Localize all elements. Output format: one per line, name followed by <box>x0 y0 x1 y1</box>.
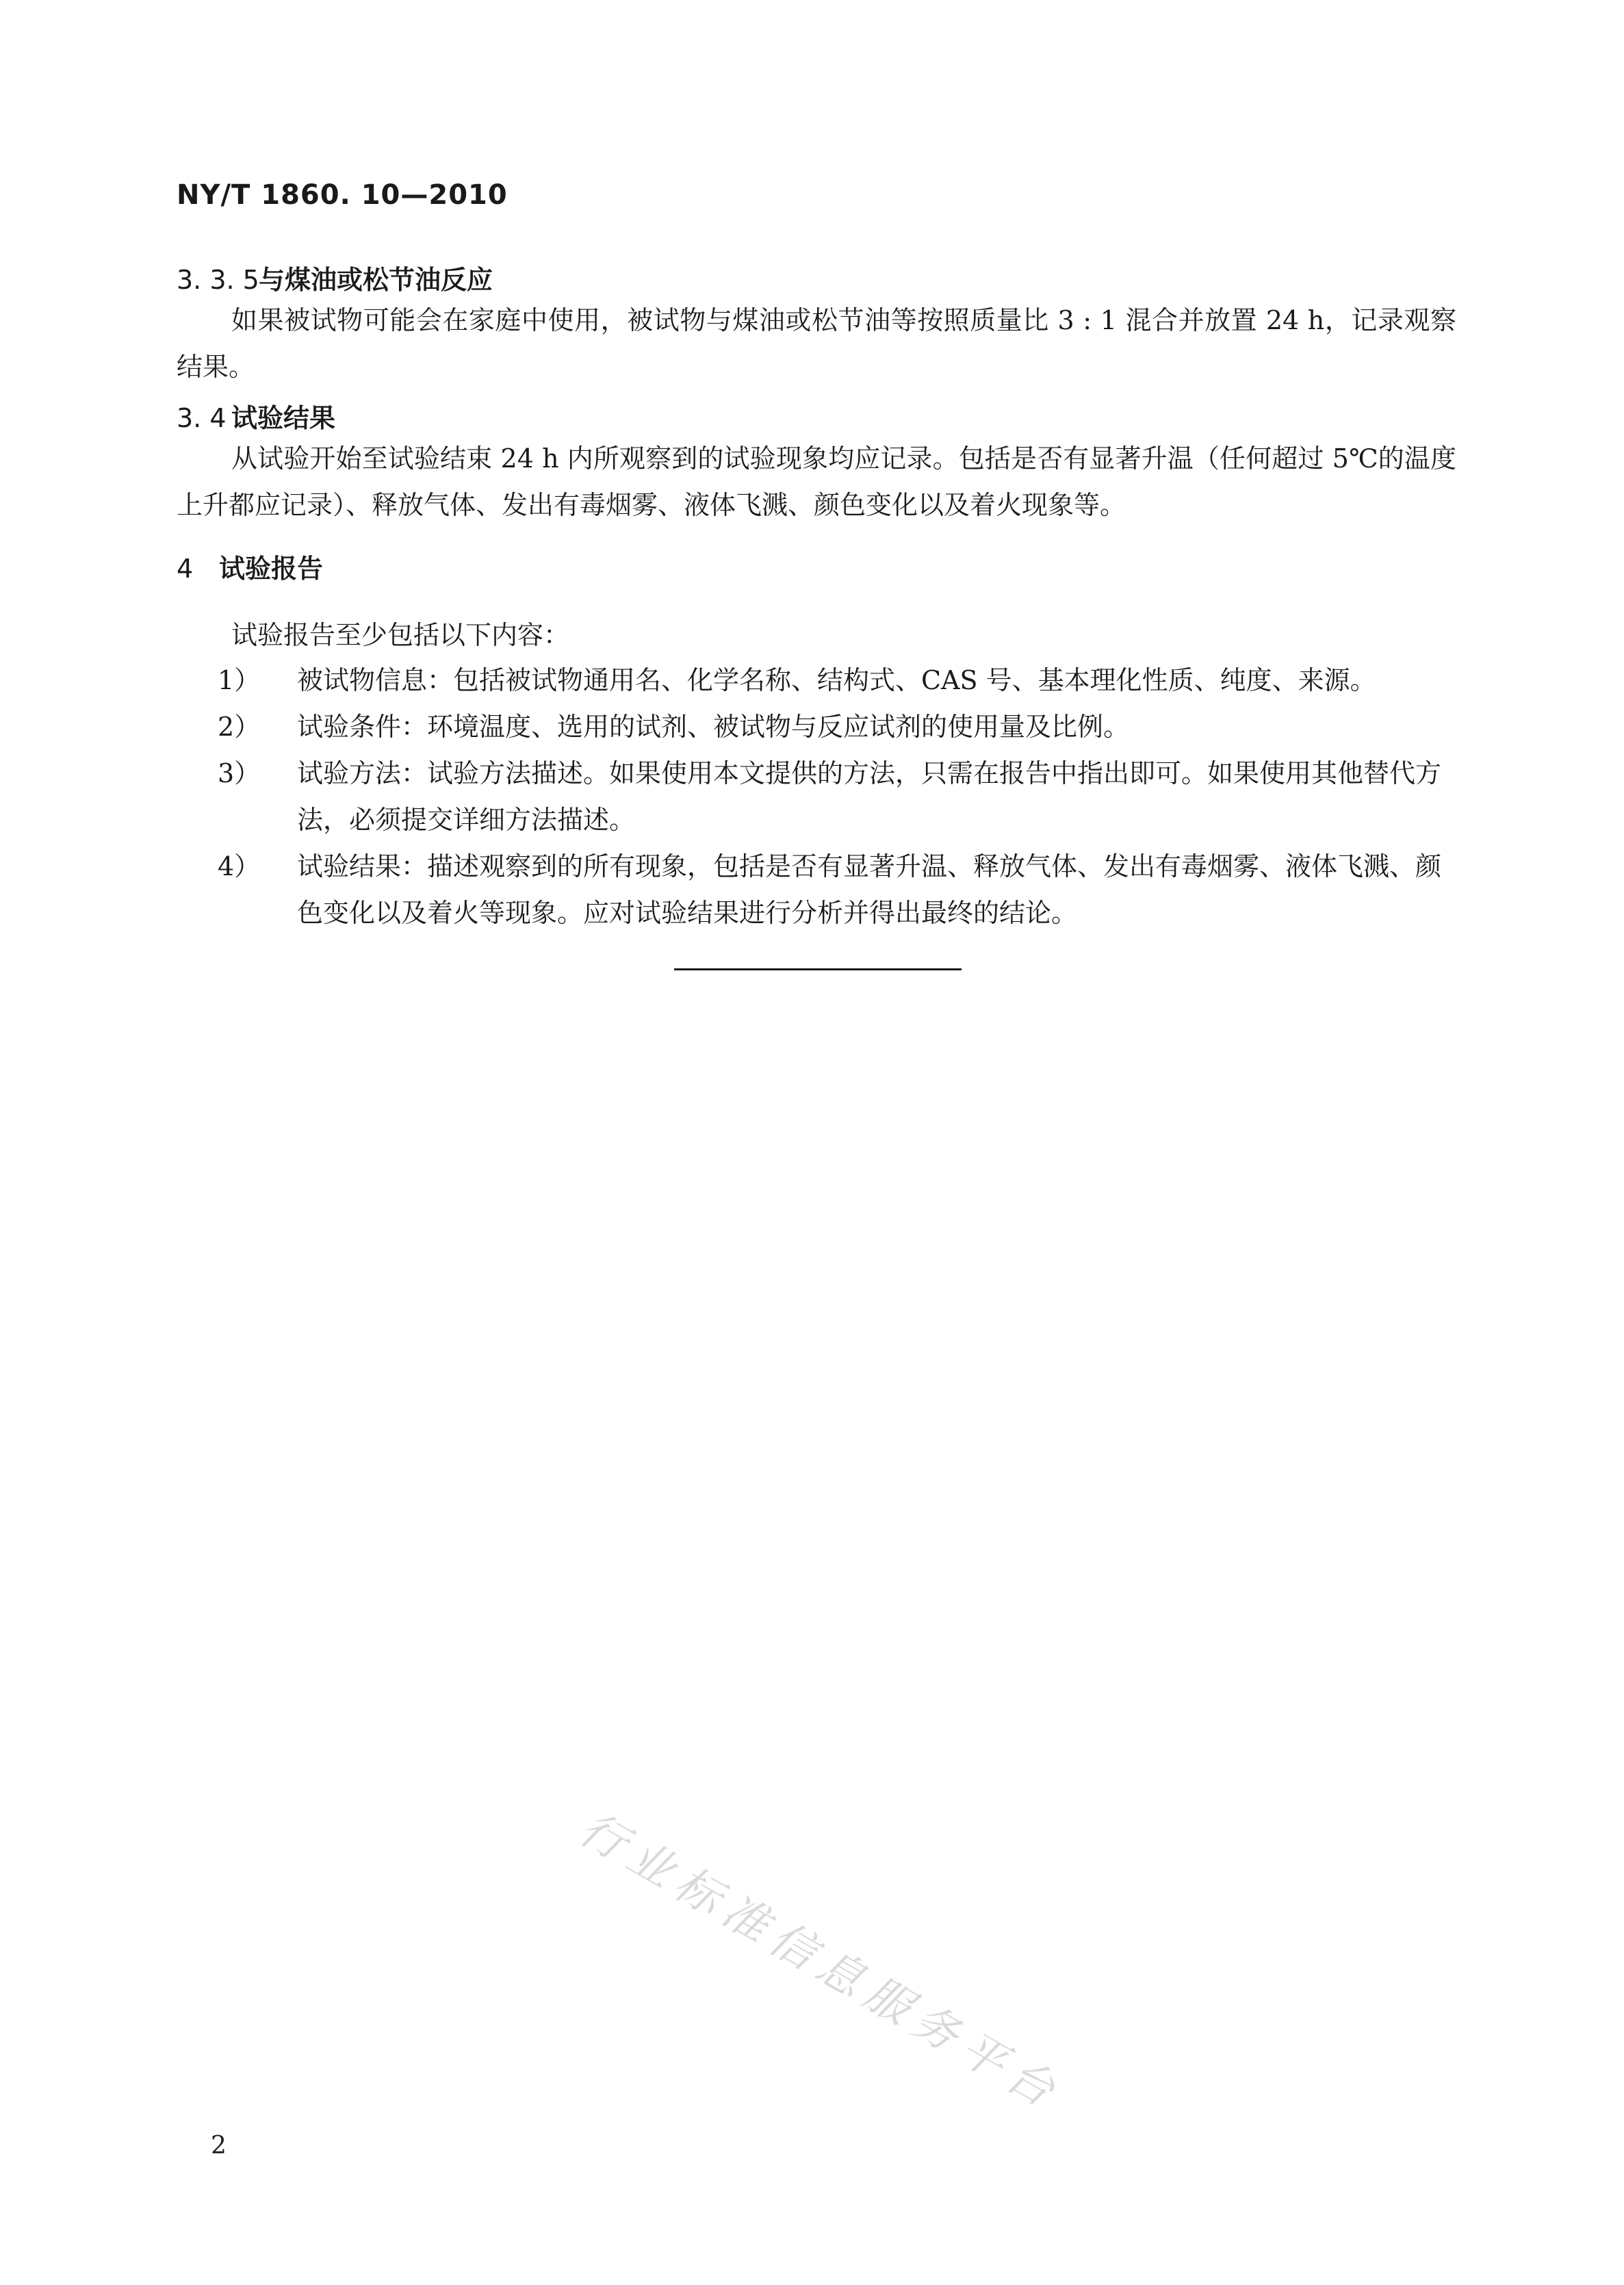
report-intro: 试验报告至少包括以下内容： <box>231 620 570 650</box>
section-title: 试验报告 <box>219 554 324 584</box>
section-title: 试验结果 <box>231 403 336 433</box>
watermark: 行业标准信息服务平台 <box>571 1801 1072 2121</box>
list-item <box>218 703 1456 750</box>
standard-number: NY/T 1860. 10—2010 <box>177 179 508 211</box>
section-number: 3. 4 <box>177 403 227 433</box>
list-marker: 1） <box>218 665 261 695</box>
section-paragraph-3-4: 从试验开始至试验结束 24 h 内所观察到的试验现象均应记录。包括是否有显著升温（任何超过 5℃的温度上升都应记录）、释放气体、发出有毒烟雾、液体飞溅、颜色变化以及着火现象等。 <box>177 443 1456 520</box>
section-heading-3-4 <box>177 397 335 435</box>
list-marker: 3） <box>218 758 261 788</box>
list-item-text: 被试物信息：包括被试物通用名、化学名称、结构式、CAS 号、基本理化性质、纯度、来源。 <box>297 665 1376 695</box>
section-number: 3. 3. 5 <box>177 265 259 295</box>
list-marker: 2） <box>218 712 261 742</box>
section-paragraph-3-3-5: 如果被试物可能会在家庭中使用，被试物与煤油或松节油等按照质量比 3 : 1 混合并放置 24 h，记录观察结果。 <box>177 305 1456 382</box>
page-number: 2 <box>211 2132 227 2160</box>
list-item <box>218 843 1456 936</box>
list-item <box>218 657 1456 703</box>
section-heading-4 <box>177 547 323 585</box>
list-item-text: 试验方法：试验方法描述。如果使用本文提供的方法，只需在报告中指出即可。如果使用其他替代方法，必须提交详细方法描述。 <box>297 758 1442 835</box>
list-item-text: 试验结果：描述观察到的所有现象，包括是否有显著升温、释放气体、发出有毒烟雾、液体飞溅、颜色变化以及着火等现象。应对试验结果进行分析并得出最终的结论。 <box>297 851 1442 928</box>
list-marker: 4） <box>218 851 261 881</box>
end-of-document-rule <box>674 968 962 970</box>
list-item-text: 试验条件：环境温度、选用的试剂、被试物与反应试剂的使用量及比例。 <box>297 712 1130 742</box>
section-heading-3-3-5 <box>177 259 493 296</box>
section-title: 与煤油或松节油反应 <box>259 265 493 295</box>
section-number: 4 <box>177 554 194 584</box>
list-item <box>218 750 1456 843</box>
